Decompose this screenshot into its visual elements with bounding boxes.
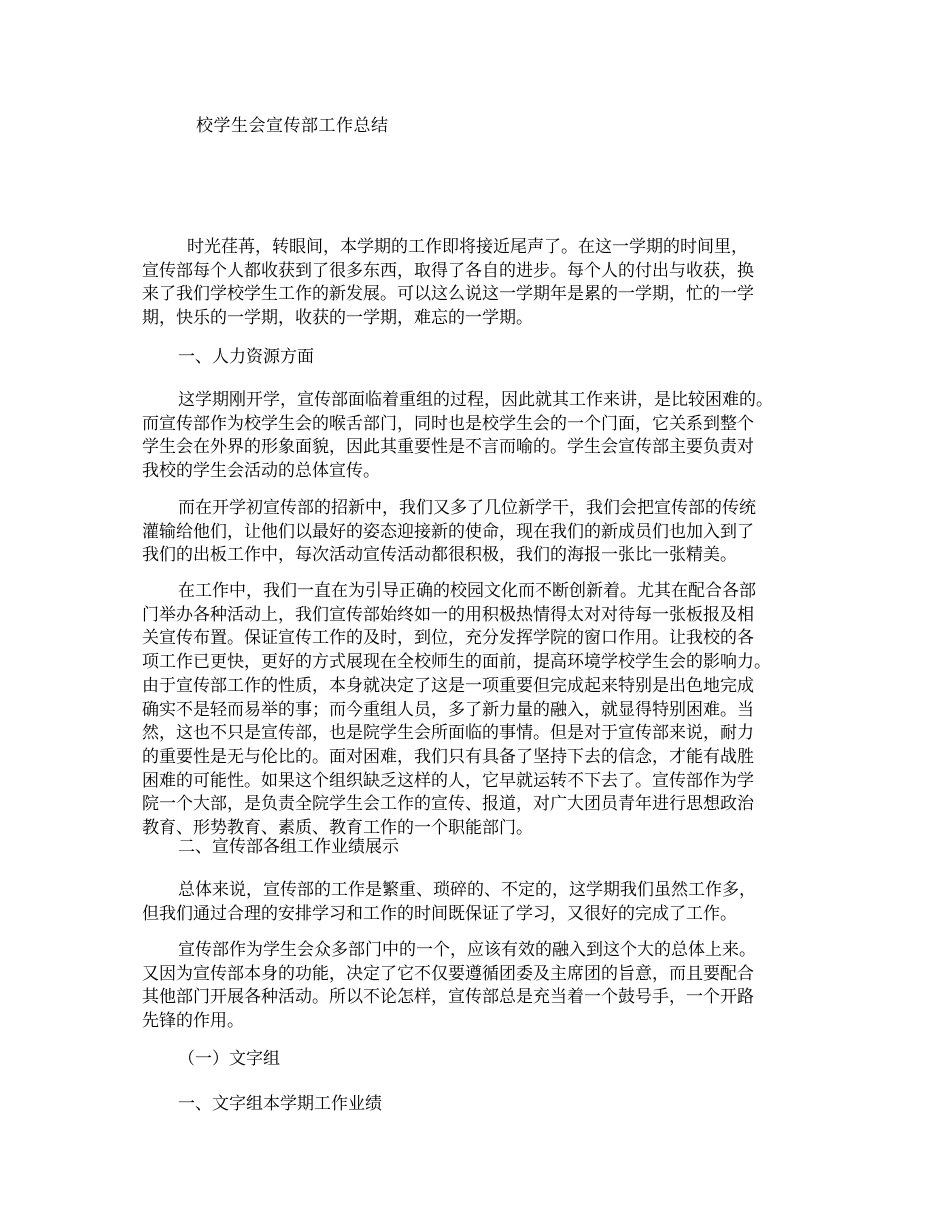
- subsection-heading: （一）文字组: [178, 1049, 280, 1069]
- text-line: 然，这也不只是宣传部，也是院学生会所面临的事情。但是对于宣传部来说，耐力: [142, 723, 754, 744]
- paragraph-3: [142, 580, 822, 841]
- text-line: 院一个大部，是负责全院学生会工作的宣传、报道，对广大团员青年进行思想政治: [142, 794, 754, 815]
- text-line: 其他部门开展各种活动。所以不论怎样，宣传部总是充当着一个鼓号手，一个开路: [142, 987, 754, 1008]
- text-line: 门举办各种活动上，我们宣传部始终如一的用积极热情得太对对待每一张板报及相: [142, 604, 754, 625]
- text-line: 教育、形势教育、素质、教育工作的一个职能部门。: [142, 818, 533, 839]
- section-heading-1: 一、人力资源方面: [178, 347, 314, 367]
- text-line: 时光荏苒，转眼间，本学期的工作即将接近尾声了。在这一学期的时间里，: [187, 237, 748, 257]
- text-line: 这学期刚开学，宣传部面临着重组的过程，因此就其工作来讲，是比较困难的。: [178, 390, 773, 410]
- text-line: 确实不是轻而易举的事；而今重组人员，多了新力量的融入，就显得特别困难。当: [142, 699, 754, 720]
- subsection-item-heading: 一、文字组本学期工作业绩: [178, 1094, 382, 1114]
- text-line: 的重要性是无与伦比的。面对困难，我们只有具备了坚持下去的信念，才能有战胜: [142, 746, 754, 767]
- text-line: 期，快乐的一学期，收获的一学期，难忘的一学期。: [142, 308, 533, 329]
- text-line: 宣传部每个人都收获到了很多东西，取得了各自的进步。每个人的付出与收获，换: [142, 260, 754, 281]
- text-line: 而在开学初宣传部的招新中，我们又多了几位新学干，我们会把宣传部的传统: [178, 498, 756, 518]
- text-line: 关宣传布置。保证宣传工作的及时，到位，充分发挥学院的窗口作用。让我校的各: [142, 628, 754, 649]
- text-line: 先锋的作用。: [142, 1011, 244, 1032]
- text-line: 学生会在外界的形象面貌，因此其重要性是不言而喻的。学生会宣传部主要负责对: [142, 437, 754, 458]
- section-heading-2: 二、宣传部各组工作业绩展示: [178, 837, 399, 857]
- text-line: 由于宣传部工作的性质，本身就决定了这是一项重要但完成起来特别是出色地完成: [142, 675, 754, 696]
- text-line: 宣传部作为学生会众多部门中的一个，应该有效的融入到这个大的总体上来。: [178, 940, 756, 960]
- paragraph-4: [142, 879, 822, 926]
- text-line: 总体来说，宣传部的工作是繁重、琐碎的、不定的，这学期我们虽然工作多，: [178, 880, 756, 900]
- text-line: 我们的出板工作中，每次活动宣传活动都很积极，我们的海报一张比一张精美。: [142, 545, 737, 566]
- text-line: 项工作已更快，更好的方式展现在全校师生的面前，提高环境学校学生会的影响力。: [142, 652, 771, 673]
- text-line: 又因为宣传部本身的功能，决定了它不仅要遵循团委及主席团的旨意，而且要配合: [142, 963, 754, 984]
- paragraph-2: [142, 497, 822, 568]
- text-line: 我校的学生会活动的总体宣传。: [142, 461, 380, 482]
- text-line: 灌输给他们，让他们以最好的姿态迎接新的使命，现在我们的新成员们也加入到了: [142, 521, 754, 542]
- text-line: 来了我们学校学生工作的新发展。可以这么说这一学期年是累的一学期，忙的一学: [142, 284, 754, 305]
- text-line: 而宣传部作为校学生会的喉舌部门，同时也是校学生会的一个门面，它关系到整个: [142, 413, 754, 434]
- intro-paragraph: [142, 236, 822, 331]
- paragraph-5: [142, 939, 822, 1034]
- paragraph-1: [142, 389, 822, 484]
- document-title: 校学生会宣传部工作总结: [196, 116, 389, 136]
- text-line: 但我们通过合理的安排学习和工作的时间既保证了学习，又很好的完成了工作。: [142, 903, 737, 924]
- text-line: 在工作中，我们一直在为引导正确的校园文化而不断创新着。尤其在配合各部: [178, 581, 756, 601]
- text-line: 困难的可能性。如果这个组织缺乏这样的人，它早就运转不下去了。宣传部作为学: [142, 770, 754, 791]
